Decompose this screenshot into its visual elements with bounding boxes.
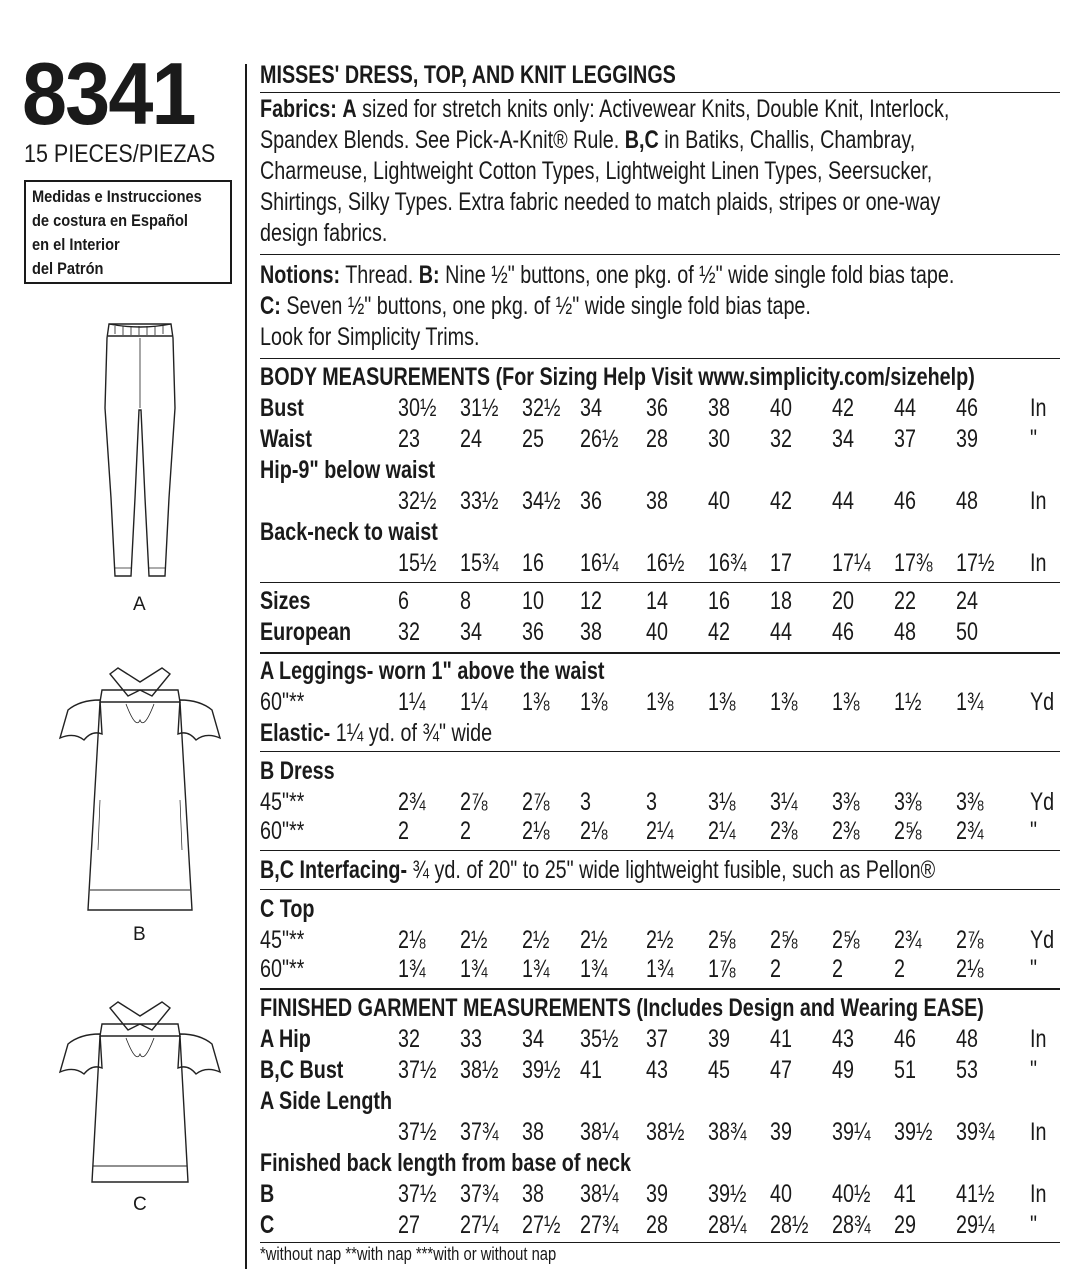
unit-label: " bbox=[1030, 1056, 1038, 1084]
table-row bbox=[260, 1210, 1060, 1240]
fabrics-text: Spandex Blends. See Pick-A-Knit® Rule. bbox=[260, 126, 625, 154]
table-cell: 2½ bbox=[580, 926, 608, 954]
column-divider bbox=[245, 64, 247, 1269]
hip-label: Hip-9" below waist bbox=[260, 456, 436, 484]
table-cell: 2⅛ bbox=[522, 817, 550, 845]
table-cell: 39½ bbox=[522, 1056, 561, 1084]
table-cell: 1¾ bbox=[460, 955, 488, 983]
row-label: Sizes bbox=[260, 587, 311, 615]
table-cell: 49 bbox=[832, 1056, 854, 1084]
table-cell: 2½ bbox=[460, 926, 488, 954]
table-cell: 50 bbox=[956, 618, 978, 646]
table-cell: 16½ bbox=[646, 549, 685, 577]
table-cell: 2⅜ bbox=[832, 817, 860, 845]
table-row bbox=[260, 1179, 1060, 1209]
table-cell: 40 bbox=[708, 487, 730, 515]
table-cell: 28 bbox=[646, 425, 668, 453]
table-cell: 41 bbox=[580, 1056, 602, 1084]
table-cell: 28¾ bbox=[832, 1211, 871, 1239]
unit-label: Yd bbox=[1030, 688, 1055, 716]
notions-view: B: bbox=[418, 261, 440, 289]
table-cell: 33½ bbox=[460, 487, 499, 515]
table-cell: 2⅝ bbox=[894, 817, 922, 845]
table-cell: 46 bbox=[894, 487, 916, 515]
table-cell: 2⅜ bbox=[770, 817, 798, 845]
table-cell: 3⅛ bbox=[708, 788, 736, 816]
table-cell: 36 bbox=[522, 618, 544, 646]
table-cell: 14 bbox=[646, 587, 668, 615]
table-cell: 29 bbox=[894, 1211, 916, 1239]
leggings-heading: A Leggings- worn 1" above the waist bbox=[260, 657, 605, 685]
table-cell: 24 bbox=[460, 425, 482, 453]
table-cell: 27¼ bbox=[460, 1211, 499, 1239]
notions-line bbox=[260, 291, 811, 321]
spanish-line: en el Interior bbox=[32, 235, 120, 254]
table-cell: 3¼ bbox=[770, 788, 798, 816]
table-cell: 39 bbox=[770, 1118, 792, 1146]
table-cell: 2 bbox=[770, 955, 781, 983]
table-cell: 28 bbox=[646, 1211, 668, 1239]
table-cell: 1⅜ bbox=[708, 688, 736, 716]
unit-label: Yd bbox=[1030, 926, 1055, 954]
table-cell: 42 bbox=[832, 394, 854, 422]
table-cell: 47 bbox=[770, 1056, 792, 1084]
pieces-count: 15 PIECES/PIEZAS bbox=[24, 140, 216, 168]
divider-rule bbox=[260, 889, 1060, 890]
table-row bbox=[260, 954, 1060, 984]
divider-rule bbox=[260, 92, 1060, 93]
table-row bbox=[260, 393, 1060, 423]
divider-rule bbox=[260, 988, 1060, 990]
back-length-heading: Finished back length from base of neck bbox=[260, 1149, 631, 1177]
table-cell: 2¾ bbox=[398, 788, 426, 816]
divider-rule bbox=[260, 582, 1060, 583]
table-cell: 28¼ bbox=[708, 1211, 747, 1239]
table-cell: 41 bbox=[770, 1025, 792, 1053]
notions-line bbox=[260, 260, 954, 290]
dress-illustration bbox=[40, 660, 240, 920]
divider-rule bbox=[260, 358, 1060, 359]
divider-rule bbox=[260, 652, 1060, 654]
left-column bbox=[0, 0, 240, 1280]
table-row bbox=[260, 424, 1060, 454]
table-cell: 27 bbox=[398, 1211, 420, 1239]
notions-line: Look for Simplicity Trims. bbox=[260, 323, 480, 351]
fabrics-line bbox=[260, 94, 949, 124]
fabrics-line: Shirtings, Silky Types. Extra fabric needed to match plaids, stripes or one-way bbox=[260, 188, 941, 216]
table-cell: 53 bbox=[956, 1056, 978, 1084]
table-cell: 1¾ bbox=[646, 955, 674, 983]
table-cell: 33 bbox=[460, 1025, 482, 1053]
table-cell: 34 bbox=[832, 425, 854, 453]
table-cell: 23 bbox=[398, 425, 420, 453]
table-cell: 2 bbox=[832, 955, 843, 983]
unit-label: " bbox=[1030, 425, 1038, 453]
unit-label: In bbox=[1030, 549, 1047, 577]
fabrics-view: B,C bbox=[624, 126, 659, 154]
table-cell: 44 bbox=[832, 487, 854, 515]
table-row bbox=[260, 1117, 1060, 1147]
table-cell: 51 bbox=[894, 1056, 916, 1084]
unit-label: " bbox=[1030, 1211, 1038, 1239]
table-cell: 2¼ bbox=[708, 817, 736, 845]
table-cell: 1⅜ bbox=[522, 688, 550, 716]
table-cell: 27½ bbox=[522, 1211, 561, 1239]
unit-label: Yd bbox=[1030, 788, 1055, 816]
spanish-line: de costura en Español bbox=[32, 211, 188, 230]
table-cell: 1⅜ bbox=[580, 688, 608, 716]
table-row bbox=[260, 787, 1060, 817]
unit-label: In bbox=[1030, 1180, 1047, 1208]
table-cell: 28½ bbox=[770, 1211, 809, 1239]
table-cell: 37½ bbox=[398, 1056, 437, 1084]
table-cell: 39¼ bbox=[832, 1118, 871, 1146]
table-cell: 16¾ bbox=[708, 549, 747, 577]
unit-label: In bbox=[1030, 487, 1047, 515]
table-cell: 22 bbox=[894, 587, 916, 615]
table-cell: 34 bbox=[580, 394, 602, 422]
spanish-instructions-box bbox=[24, 180, 232, 284]
fabrics-label: Fabrics: bbox=[260, 95, 337, 123]
row-label: 45"** bbox=[260, 926, 305, 954]
table-cell: 2¼ bbox=[646, 817, 674, 845]
body-measurements-heading: BODY MEASUREMENTS (For Sizing Help Visit www.simplicity.com/sizehelp) bbox=[260, 363, 975, 391]
table-cell: 2⅞ bbox=[522, 788, 550, 816]
table-cell: 2⅝ bbox=[770, 926, 798, 954]
table-cell: 34 bbox=[522, 1025, 544, 1053]
notions-label: Notions: bbox=[260, 261, 341, 289]
divider-rule bbox=[260, 751, 1060, 752]
table-cell: 8 bbox=[460, 587, 471, 615]
row-label: 60"** bbox=[260, 955, 305, 983]
table-cell: 48 bbox=[894, 618, 916, 646]
table-cell: 37 bbox=[646, 1025, 668, 1053]
table-cell: 2⅛ bbox=[580, 817, 608, 845]
table-cell: 39 bbox=[708, 1025, 730, 1053]
row-label: 60"** bbox=[260, 688, 305, 716]
table-cell: 34 bbox=[460, 618, 482, 646]
table-cell: 17¼ bbox=[832, 549, 871, 577]
table-cell: 18 bbox=[770, 587, 792, 615]
notions-text: Thread. bbox=[340, 261, 419, 289]
view-b-label: B bbox=[133, 924, 146, 945]
table-cell: 3⅜ bbox=[832, 788, 860, 816]
table-cell: 44 bbox=[770, 618, 792, 646]
table-cell: 2⅞ bbox=[460, 788, 488, 816]
table-row bbox=[260, 925, 1060, 955]
table-cell: 38½ bbox=[646, 1118, 685, 1146]
table-cell: 36 bbox=[580, 487, 602, 515]
table-cell: 46 bbox=[956, 394, 978, 422]
row-label: European bbox=[260, 618, 352, 646]
table-cell: 1⅜ bbox=[832, 688, 860, 716]
spanish-line: del Patrón bbox=[32, 259, 104, 278]
table-cell: 38 bbox=[580, 618, 602, 646]
notions-text: Nine ½" buttons, one pkg. of ½" wide single fold bias tape. bbox=[439, 261, 955, 289]
table-cell: 2¾ bbox=[894, 926, 922, 954]
fabrics-text: in Batiks, Challis, Chambray, bbox=[658, 126, 916, 154]
table-row bbox=[260, 486, 1060, 516]
row-label: 60"** bbox=[260, 817, 305, 845]
table-cell: 15¾ bbox=[460, 549, 499, 577]
interfacing-line bbox=[260, 855, 935, 885]
table-cell: 37¾ bbox=[460, 1118, 499, 1146]
table-cell: 38 bbox=[522, 1118, 544, 1146]
table-cell: 27¾ bbox=[580, 1211, 619, 1239]
table-row bbox=[260, 617, 1060, 647]
table-cell: 2⅛ bbox=[398, 926, 426, 954]
table-cell: 37½ bbox=[398, 1118, 437, 1146]
table-cell: 1½ bbox=[894, 688, 922, 716]
table-cell: 37¾ bbox=[460, 1180, 499, 1208]
table-cell: 40 bbox=[770, 394, 792, 422]
top-heading: C Top bbox=[260, 895, 315, 923]
table-cell: 34½ bbox=[522, 487, 561, 515]
table-cell: 38 bbox=[522, 1180, 544, 1208]
table-cell: 31½ bbox=[460, 394, 499, 422]
table-cell: 16 bbox=[708, 587, 730, 615]
table-cell: 3 bbox=[580, 788, 591, 816]
table-cell: 3⅜ bbox=[894, 788, 922, 816]
unit-label: " bbox=[1030, 955, 1038, 983]
table-cell: 17 bbox=[770, 549, 792, 577]
table-cell: 39½ bbox=[894, 1118, 933, 1146]
table-cell: 15½ bbox=[398, 549, 437, 577]
table-row bbox=[260, 586, 1060, 616]
table-cell: 38½ bbox=[460, 1056, 499, 1084]
unit-label: In bbox=[1030, 1118, 1047, 1146]
table-cell: 46 bbox=[832, 618, 854, 646]
table-cell: 30½ bbox=[398, 394, 437, 422]
finished-heading: FINISHED GARMENT MEASUREMENTS (Includes Design and Wearing EASE) bbox=[260, 994, 984, 1022]
table-cell: 39 bbox=[956, 425, 978, 453]
table-cell: 2 bbox=[460, 817, 471, 845]
unit-label: " bbox=[1030, 817, 1038, 845]
table-cell: 40½ bbox=[832, 1180, 871, 1208]
table-cell: 39 bbox=[646, 1180, 668, 1208]
interfacing-label: B,C Interfacing- bbox=[260, 856, 408, 884]
table-cell: 2 bbox=[398, 817, 409, 845]
table-cell: 2⅝ bbox=[708, 926, 736, 954]
table-row bbox=[260, 1055, 1060, 1085]
table-cell: 43 bbox=[832, 1025, 854, 1053]
table-row bbox=[260, 816, 1060, 846]
table-cell: 20 bbox=[832, 587, 854, 615]
table-cell: 32 bbox=[398, 1025, 420, 1053]
fabrics-line: Charmeuse, Lightweight Cotton Types, Lightweight Linen Types, Seersucker, bbox=[260, 157, 933, 185]
table-cell: 1¾ bbox=[398, 955, 426, 983]
table-cell: 40 bbox=[770, 1180, 792, 1208]
table-cell: 32½ bbox=[522, 394, 561, 422]
table-cell: 29¼ bbox=[956, 1211, 995, 1239]
divider-rule bbox=[260, 850, 1060, 851]
table-cell: 2½ bbox=[522, 926, 550, 954]
table-cell: 30 bbox=[708, 425, 730, 453]
table-cell: 6 bbox=[398, 587, 409, 615]
table-cell: 38¼ bbox=[580, 1118, 619, 1146]
table-cell: 26½ bbox=[580, 425, 619, 453]
table-cell: 36 bbox=[646, 394, 668, 422]
table-cell: 32 bbox=[398, 618, 420, 646]
table-cell: 16¼ bbox=[580, 549, 619, 577]
table-cell: 3⅜ bbox=[956, 788, 984, 816]
table-cell: 39¾ bbox=[956, 1118, 995, 1146]
table-cell: 12 bbox=[580, 587, 602, 615]
table-cell: 39½ bbox=[708, 1180, 747, 1208]
leggings-illustration bbox=[95, 318, 185, 583]
fabrics-line bbox=[260, 125, 915, 155]
table-cell: 1¼ bbox=[398, 688, 426, 716]
table-cell: 43 bbox=[646, 1056, 668, 1084]
table-cell: 3 bbox=[646, 788, 657, 816]
table-row bbox=[260, 687, 1060, 717]
interfacing-text: ¾ yd. of 20" to 25" wide lightweight fusible, such as Pellon® bbox=[407, 856, 936, 884]
footnote: *without nap **with nap ***with or without nap bbox=[260, 1244, 557, 1264]
elastic-line bbox=[260, 718, 492, 748]
unit-label: In bbox=[1030, 394, 1047, 422]
table-cell: 38 bbox=[646, 487, 668, 515]
table-cell: 17½ bbox=[956, 549, 995, 577]
table-cell: 38¾ bbox=[708, 1118, 747, 1146]
row-label: B bbox=[260, 1180, 275, 1208]
divider-rule bbox=[260, 254, 1060, 255]
table-cell: 46 bbox=[894, 1025, 916, 1053]
back-neck-label: Back-neck to waist bbox=[260, 518, 438, 546]
table-cell: 1¾ bbox=[956, 688, 984, 716]
fabrics-view: A bbox=[342, 95, 357, 123]
table-cell: 1¼ bbox=[460, 688, 488, 716]
table-cell: 25 bbox=[522, 425, 544, 453]
pattern-number: 8341 bbox=[22, 44, 195, 143]
table-cell: 1¾ bbox=[522, 955, 550, 983]
table-cell: 2⅝ bbox=[832, 926, 860, 954]
elastic-label: Elastic- bbox=[260, 719, 331, 747]
table-cell: 41 bbox=[894, 1180, 916, 1208]
table-cell: 10 bbox=[522, 587, 544, 615]
table-cell: 1⅜ bbox=[646, 688, 674, 716]
table-cell: 48 bbox=[956, 1025, 978, 1053]
table-cell: 38¼ bbox=[580, 1180, 619, 1208]
table-cell: 2 bbox=[894, 955, 905, 983]
row-label: C bbox=[260, 1211, 275, 1239]
table-cell: 42 bbox=[708, 618, 730, 646]
table-cell: 2¾ bbox=[956, 817, 984, 845]
fabrics-line: design fabrics. bbox=[260, 219, 388, 247]
row-label: B,C Bust bbox=[260, 1056, 344, 1084]
view-a-label: A bbox=[133, 594, 146, 615]
table-cell: 44 bbox=[894, 394, 916, 422]
notions-text: Seven ½" buttons, one pkg. of ½" wide single fold bias tape. bbox=[280, 292, 811, 320]
table-cell: 35½ bbox=[580, 1025, 619, 1053]
table-cell: 37½ bbox=[398, 1180, 437, 1208]
table-cell: 1⅞ bbox=[708, 955, 736, 983]
table-cell: 1⅜ bbox=[770, 688, 798, 716]
table-cell: 42 bbox=[770, 487, 792, 515]
fabrics-text: sized for stretch knits only: Activewear Knits, Double Knit, Interlock, bbox=[356, 95, 950, 123]
table-cell: 24 bbox=[956, 587, 978, 615]
table-cell: 2½ bbox=[646, 926, 674, 954]
table-cell: 41½ bbox=[956, 1180, 995, 1208]
side-length-label: A Side Length bbox=[260, 1087, 393, 1115]
view-c-label: C bbox=[133, 1194, 147, 1215]
table-cell: 38 bbox=[708, 394, 730, 422]
divider-rule bbox=[260, 1242, 1060, 1243]
table-row bbox=[260, 548, 1060, 578]
table-cell: 2⅞ bbox=[956, 926, 984, 954]
table-cell: 45 bbox=[708, 1056, 730, 1084]
table-row bbox=[260, 1024, 1060, 1054]
spanish-line: Medidas e Instrucciones bbox=[32, 187, 202, 206]
top-illustration bbox=[40, 994, 240, 1194]
pattern-title: MISSES' DRESS, TOP, AND KNIT LEGGINGS bbox=[260, 61, 676, 89]
row-label: A Hip bbox=[260, 1025, 311, 1053]
table-cell: 16 bbox=[522, 549, 544, 577]
table-cell: 32 bbox=[770, 425, 792, 453]
table-cell: 1¾ bbox=[580, 955, 608, 983]
table-cell: 17⅜ bbox=[894, 549, 933, 577]
table-cell: 2⅛ bbox=[956, 955, 984, 983]
table-cell: 40 bbox=[646, 618, 668, 646]
unit-label: In bbox=[1030, 1025, 1047, 1053]
row-label: Waist bbox=[260, 425, 312, 453]
table-cell: 32½ bbox=[398, 487, 437, 515]
row-label: 45"** bbox=[260, 788, 305, 816]
table-cell: 37 bbox=[894, 425, 916, 453]
elastic-text: 1¼ yd. of ¾" wide bbox=[330, 719, 493, 747]
table-cell: 48 bbox=[956, 487, 978, 515]
row-label: Bust bbox=[260, 394, 304, 422]
notions-view: C: bbox=[260, 292, 281, 320]
dress-heading: B Dress bbox=[260, 757, 335, 785]
